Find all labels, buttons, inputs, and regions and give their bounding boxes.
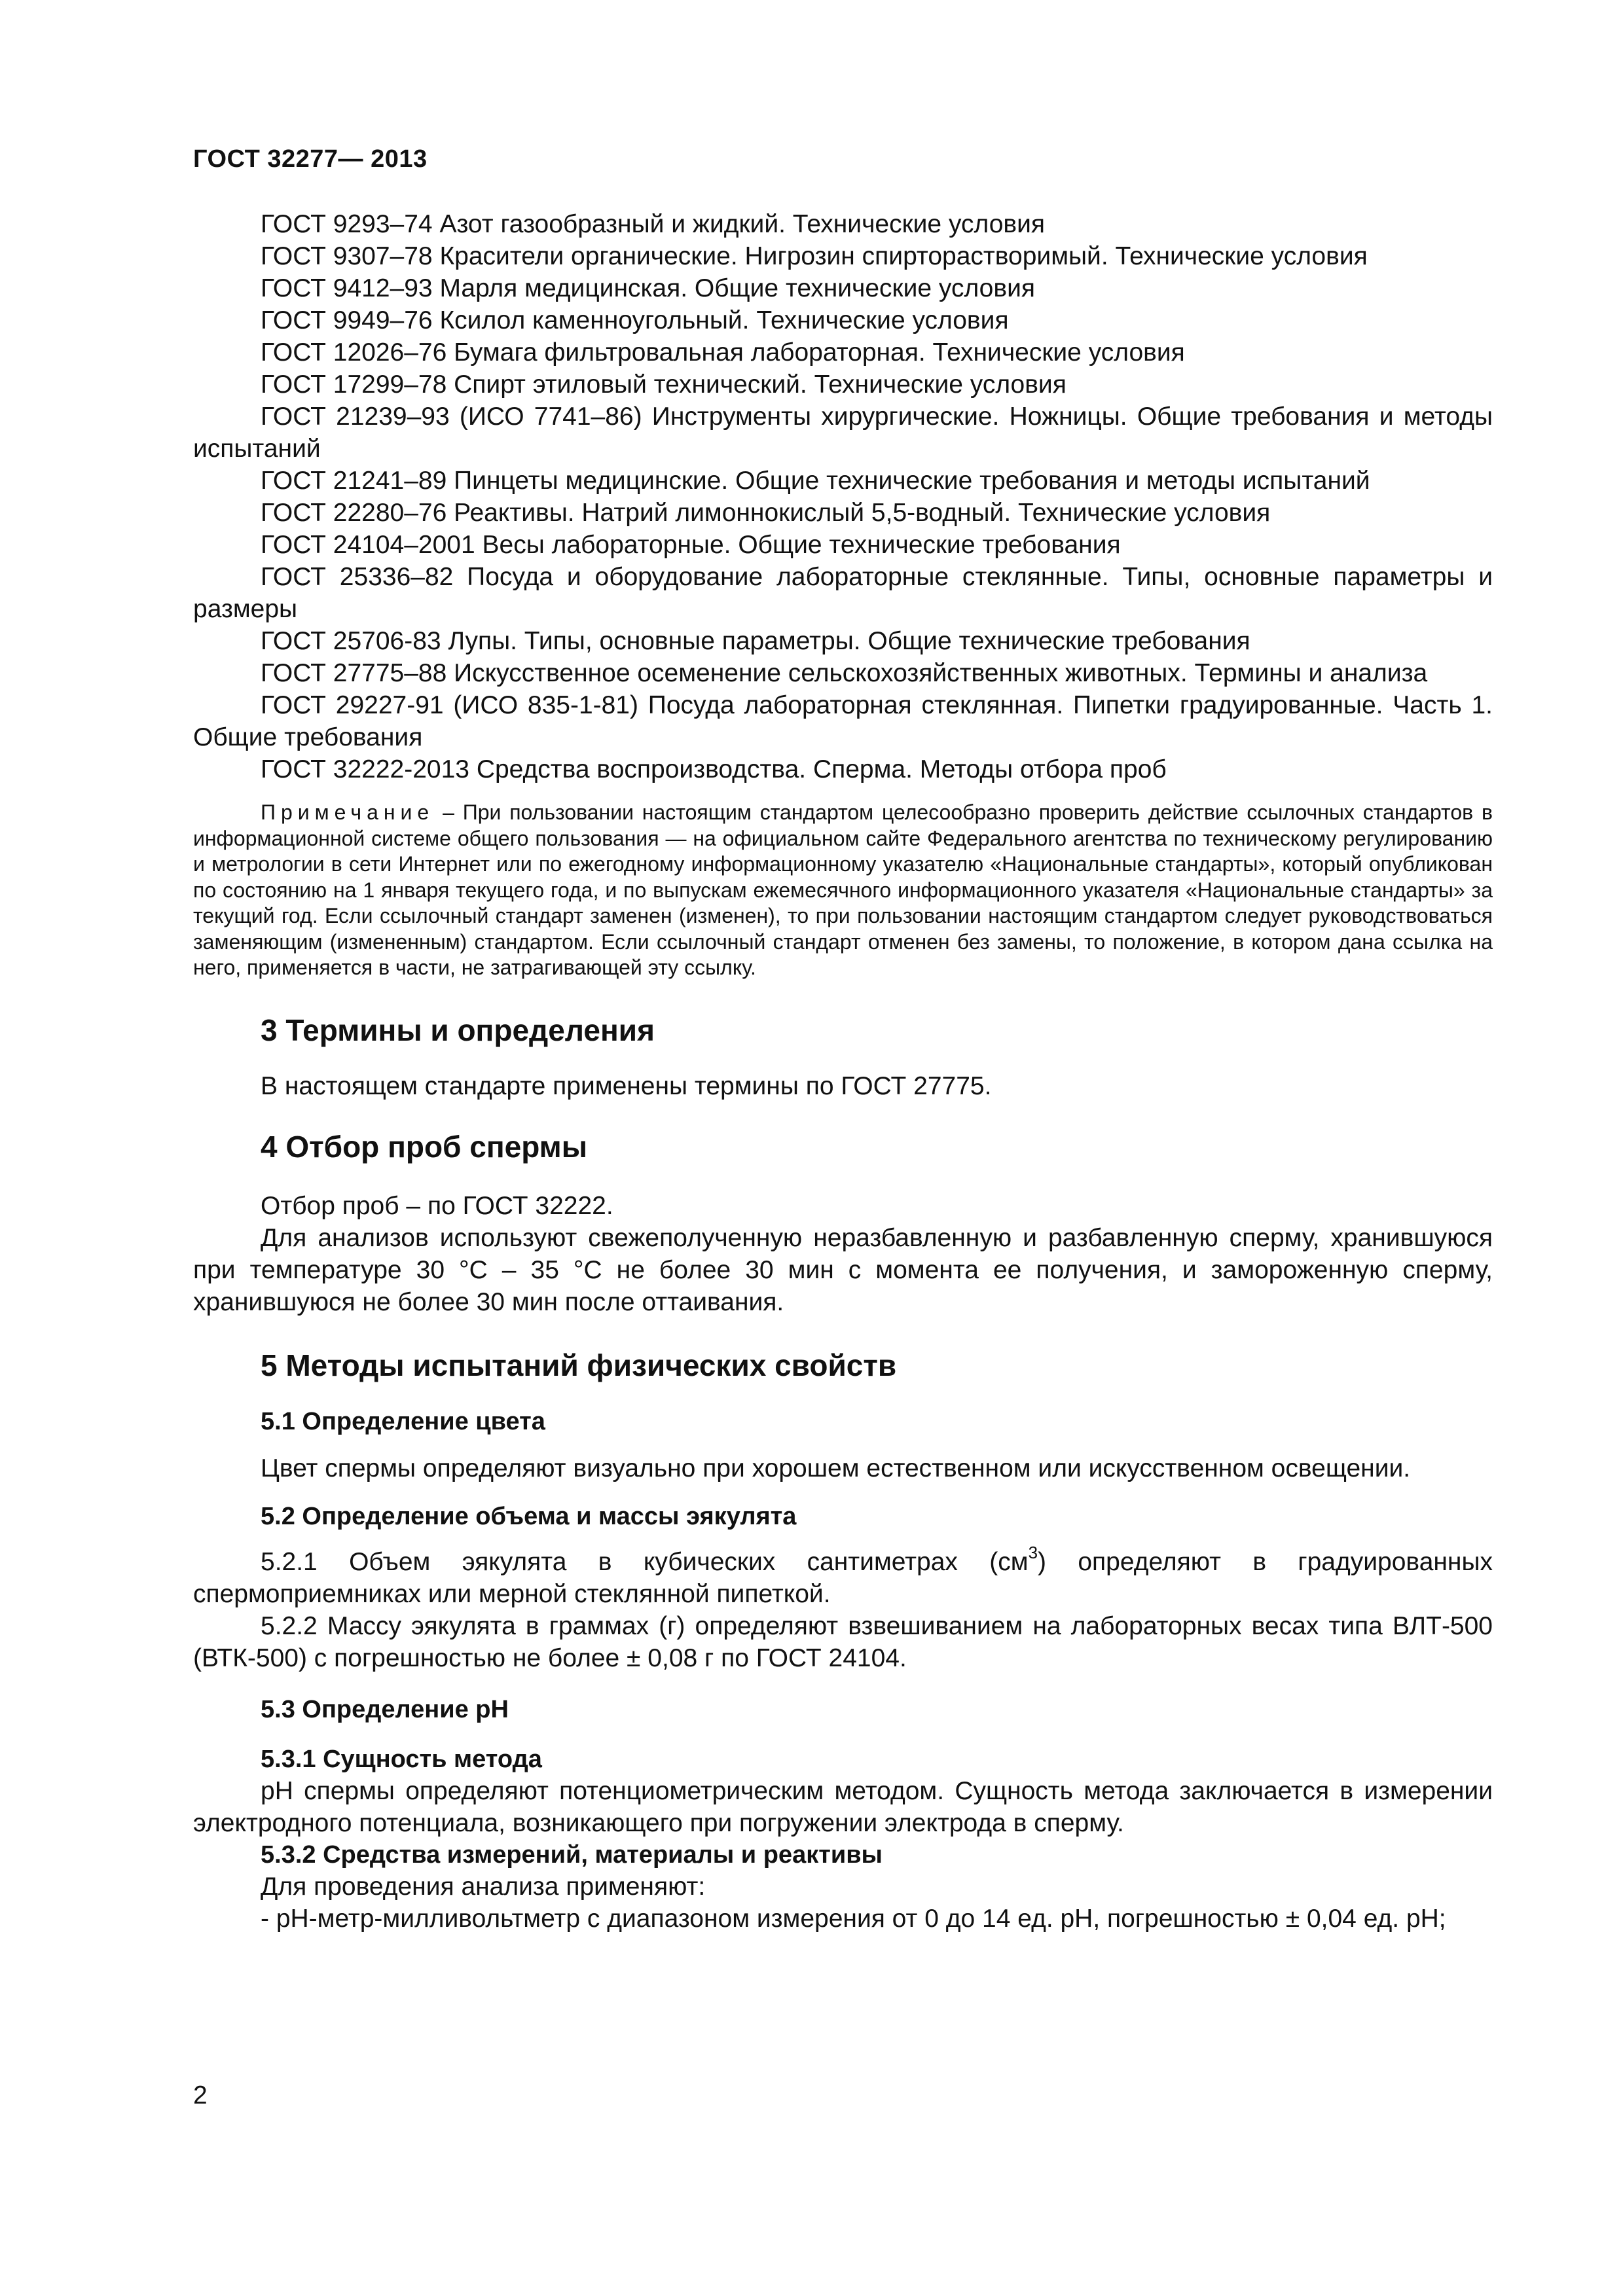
reference-item: ГОСТ 12026–76 Бумага фильтровальная лабораторная. Технические условия <box>261 338 1185 367</box>
text-run: ) определяют в градуированных спермоприемниках или мерной стеклянной пипеткой. <box>193 1547 1493 1608</box>
reference-item: ГОСТ 25336–82 Посуда и оборудование лабораторные стеклянные. Типы, основные параметры и размеры <box>193 563 1493 623</box>
reference-item: ГОСТ 29227-91 (ИСО 835-1-81) Посуда лабораторная стеклянная. Пипетки градуированные. Часть 1. Общие требования <box>193 691 1493 751</box>
note-paragraph <box>193 800 1493 981</box>
reference-list <box>193 208 1493 785</box>
reference-item: ГОСТ 17299–78 Спирт этиловый технический. Технические условия <box>261 370 1067 399</box>
note-text: – При пользовании настоящим стандартом целесообразно проверить действие ссылочных стандартов в информационной системе общего пользования — на официальном сайте Федерального агентства по техническому регулированию и метрологии в сети Интернет или по ежегодному информационному указателю «Национальные стандарты», который опубликован по состоянию на 1 января текущего года, и по выпускам ежемесячного информационного указателя «Национальные стандарты» за текущий год. Если ссылочный стандарт заменен (изменен), то при пользовании настоящим стандартом следует руководствоваться заменяющим (измененным) стандартом. Если ссылочный стандарт отменен без замены, то положение, в котором дана ссылка на него, применяется в части, не затрагивающей эту ссылку. <box>193 800 1493 979</box>
text-run: 5.2.1 Объем эякулята в кубических сантиметрах (см <box>261 1547 1029 1576</box>
subsection-5-2-2-paragraph: 5.2.2 Массу эякулята в граммах (г) определяют взвешиванием на лабораторных весах типа ВЛТ-500 (ВТК-500) с погрешностью не более ± 0,08 г по ГОСТ 24104. <box>193 1611 1493 1672</box>
note-label: Примечание <box>261 800 435 824</box>
subsection-5-1-body <box>193 1452 1493 1484</box>
reference-item: ГОСТ 9293–74 Азот газообразный и жидкий. Технические условия <box>261 210 1046 238</box>
subsection-5-2-1-paragraph <box>193 1542 1493 1610</box>
reference-item: ГОСТ 9412–93 Марля медицинская. Общие технические условия <box>261 274 1035 302</box>
page-number: 2 <box>193 2081 208 2109</box>
subsection-5-3-1-body <box>193 1775 1493 1839</box>
section-5-title: 5 Методы испытаний физических свойств <box>261 1348 897 1382</box>
subsection-5-3-2-paragraph: Для проведения анализа применяют: <box>261 1872 706 1901</box>
section-3-body <box>193 1070 1493 1102</box>
section-4-title: 4 Отбор проб спермы <box>261 1129 587 1164</box>
reference-item: ГОСТ 25706-83 Лупы. Типы, основные параметры. Общие технические требования <box>261 627 1250 655</box>
subsection-5-3-1-paragraph: рН спермы определяют потенциометрическим методом. Сущность метода заключается в измерении электродного потенциала, возникающего при погружении электрода в сперму. <box>193 1776 1493 1837</box>
subsection-5-3-1-title: 5.3.1 Сущность метода <box>261 1745 542 1773</box>
reference-item: ГОСТ 24104–2001 Весы лабораторные. Общие технические требования <box>261 531 1121 559</box>
subsection-5-2-body <box>193 1542 1493 1674</box>
reference-item: ГОСТ 9949–76 Ксилол каменноугольный. Технические условия <box>261 306 1009 334</box>
reference-item: ГОСТ 32222-2013 Средства воспроизводства. Сперма. Методы отбора проб <box>261 755 1167 783</box>
reference-item: ГОСТ 21239–93 (ИСО 7741–86) Инструменты хирургические. Ножницы. Общие требования и методы испытаний <box>193 403 1493 463</box>
subsection-5-3-2-body <box>193 1871 1493 1935</box>
section-4-paragraph: Отбор проб – по ГОСТ 32222. <box>261 1191 613 1220</box>
document-header: ГОСТ 32277— 2013 <box>193 145 428 173</box>
section-4-paragraph: Для анализов используют свежеполученную неразбавленную и разбавленную сперму, хранившуюся при температуре 30 °С – 35 °С не более 30 мин с момента ее получения, и замороженную сперму, хранившуюся не более 30 мин после оттаивания. <box>193 1223 1493 1316</box>
section-3-title: 3 Термины и определения <box>261 1013 655 1047</box>
page-content <box>193 208 1493 1935</box>
subsection-5-1-title: 5.1 Определение цвета <box>261 1407 545 1435</box>
reference-item: ГОСТ 22280–76 Реактивы. Натрий лимоннокислый 5,5-водный. Технические условия <box>261 499 1271 527</box>
subsection-5-3-2-list-item: - рН-метр-милливольтметр с диапазоном измерения от 0 до 14 ед. рН, погрешностью ± 0,04 ед. рН; <box>261 1904 1446 1933</box>
superscript: 3 <box>1028 1542 1038 1562</box>
reference-item: ГОСТ 21241–89 Пинцеты медицинские. Общие технические требования и методы испытаний <box>261 467 1370 495</box>
subsection-5-3-2-title: 5.3.2 Средства измерений, материалы и реактивы <box>261 1840 883 1869</box>
reference-item: ГОСТ 9307–78 Красители органические. Нигрозин спирторастворимый. Технические условия <box>261 242 1368 270</box>
subsection-5-2-title: 5.2 Определение объема и массы эякулята <box>261 1502 797 1530</box>
section-4-body <box>193 1190 1493 1318</box>
subsection-5-3-title: 5.3 Определение рН <box>261 1695 509 1723</box>
reference-item: ГОСТ 27775–88 Искусственное осеменение сельскохозяйственных животных. Термины и анализа <box>261 659 1428 687</box>
subsection-5-1-paragraph: Цвет спермы определяют визуально при хорошем естественном или искусственном освещении. <box>261 1454 1411 1482</box>
section-3-paragraph: В настоящем стандарте применены термины по ГОСТ 27775. <box>261 1071 992 1100</box>
